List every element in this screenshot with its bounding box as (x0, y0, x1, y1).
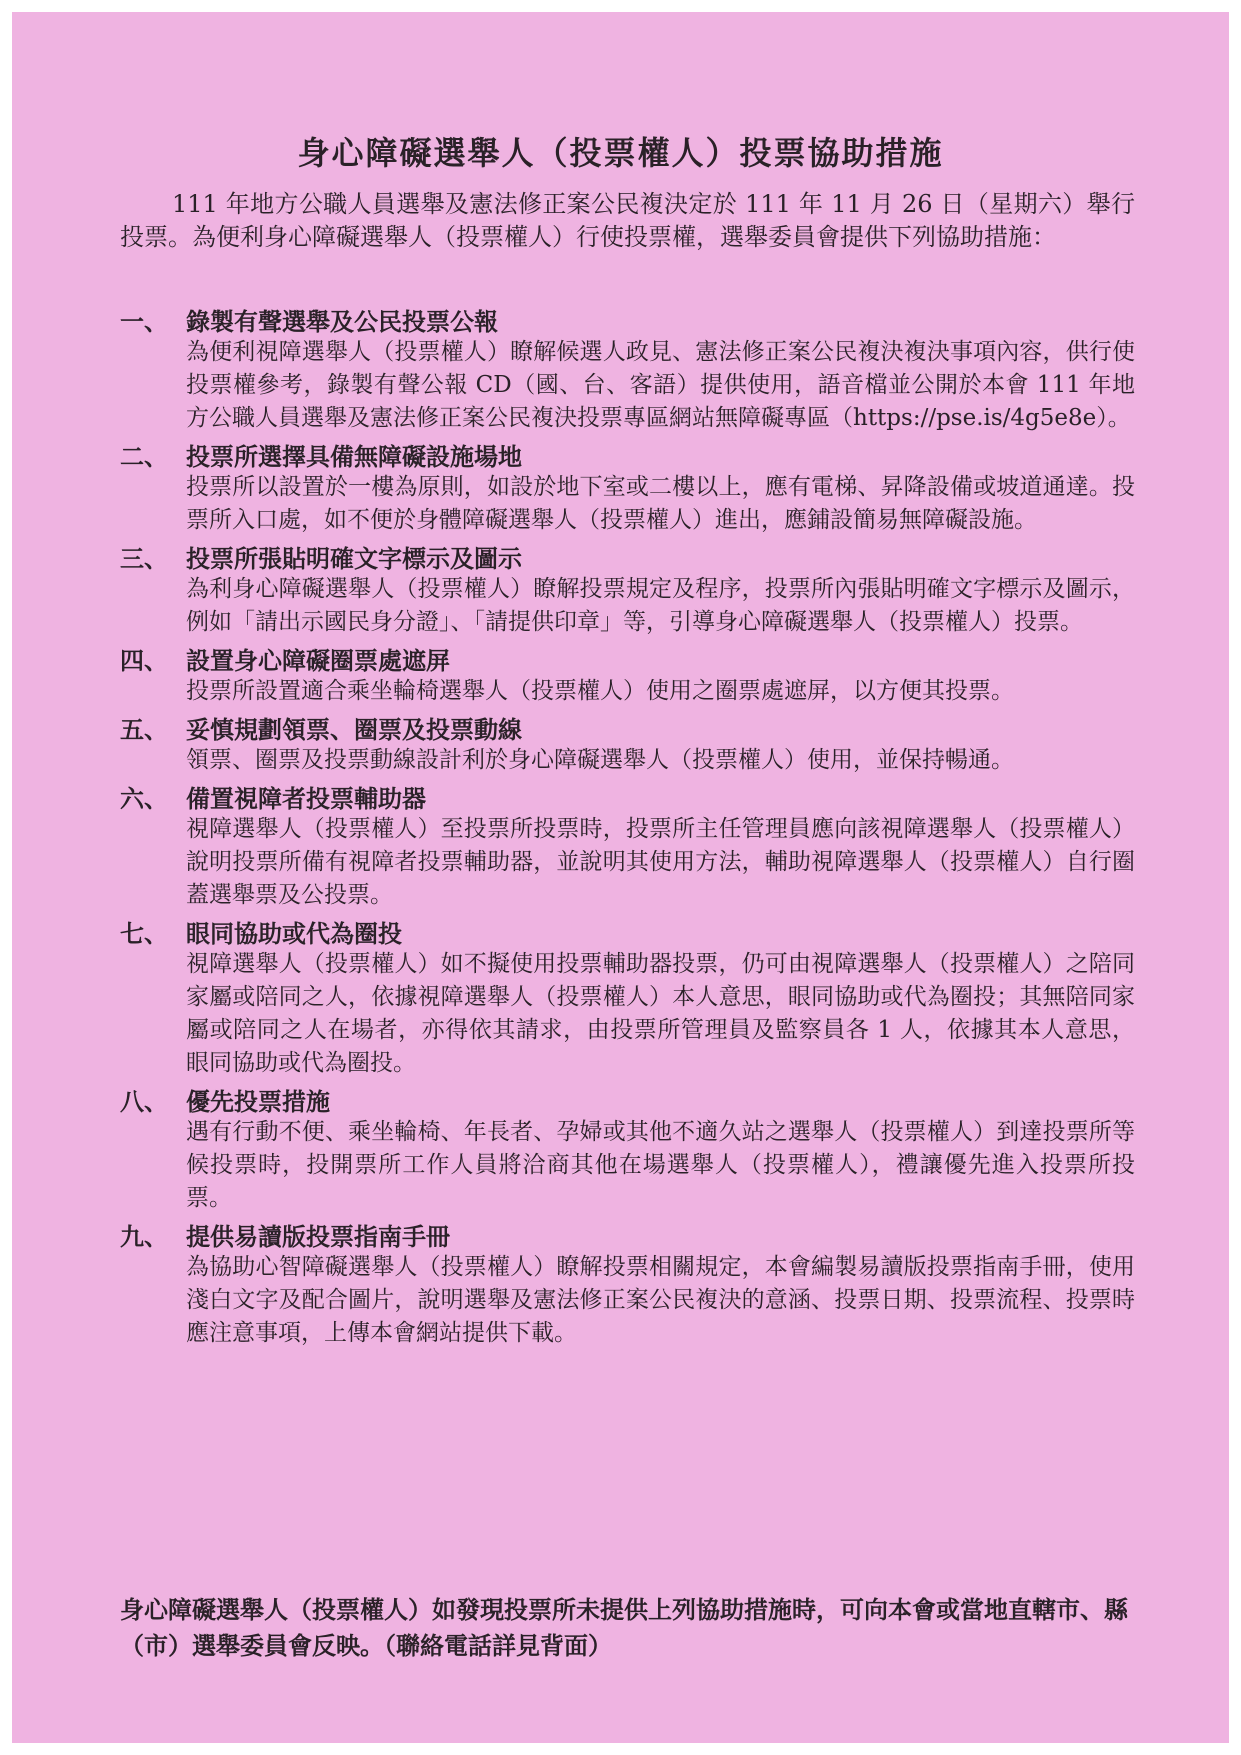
measure-number: 六、 (120, 784, 168, 813)
measure-item (120, 914, 1135, 1080)
measure-title: 妥慎規劃領票、圈票及投票動線 (186, 715, 522, 744)
measure-heading (120, 914, 1135, 948)
closing-paragraph: 身心障礙選舉人（投票權人）如發現投票所未提供上列協助措施時，可向本會或當地直轄市、縣（市）選舉委員會反映。（聯絡電話詳見背面） (120, 1595, 1128, 1660)
measure-heading (120, 641, 1135, 675)
measure-item (120, 302, 1135, 435)
measure-item (120, 1082, 1135, 1215)
measure-title: 投票所張貼明確文字標示及圖示 (186, 544, 522, 573)
measure-number: 二、 (120, 442, 168, 471)
measure-number: 九、 (120, 1222, 168, 1251)
measure-heading (120, 437, 1135, 471)
measure-heading (120, 539, 1135, 573)
measure-item (120, 437, 1135, 537)
measure-title: 眼同協助或代為圈投 (186, 919, 402, 948)
measure-title: 錄製有聲選舉及公民投票公報 (186, 307, 498, 336)
measure-item (120, 779, 1135, 912)
measure-title: 投票所選擇具備無障礙設施場地 (186, 442, 522, 471)
intro-paragraph: 111 年地方公職人員選舉及憲法修正案公民複決定於 111 年 11 月 26 日（星期六）舉行投票。為便利身心障礙選舉人（投票權人）行使投票權，選舉委員會提供下列協助措施： (120, 190, 1135, 251)
measure-item (120, 641, 1135, 708)
measure-number: 一、 (120, 307, 168, 336)
measure-heading (120, 302, 1135, 336)
measure-heading (120, 1217, 1135, 1251)
pink-sheet (12, 12, 1229, 1743)
measure-item (120, 1217, 1135, 1350)
measure-list (120, 302, 1135, 1352)
measure-heading (120, 710, 1135, 744)
measure-body: 為協助心智障礙選舉人（投票權人）瞭解投票相關規定，本會編製易讀版投票指南手冊，使用淺白文字及配合圖片，說明選舉及憲法修正案公民複決的意涵、投票日期、投票流程、投票時應注意事項，上傳本會網站提供下載。 (186, 1254, 1135, 1346)
measure-number: 七、 (120, 919, 168, 948)
measure-body: 投票所設置適合乘坐輪椅選舉人（投票權人）使用之圈票處遮屏，以方便其投票。 (186, 678, 1014, 704)
measure-body: 為利身心障礙選舉人（投票權人）瞭解投票規定及程序，投票所內張貼明確文字標示及圖示，例如「請出示國民身分證」、「請提供印章」等，引導身心障礙選舉人（投票權人）投票。 (186, 576, 1135, 635)
measure-body: 視障選舉人（投票權人）至投票所投票時，投票所主任管理員應向該視障選舉人（投票權人）說明投票所備有視障者投票輔助器，並說明其使用方法，輔助視障選舉人（投票權人）自行圈蓋選舉票及公投票。 (186, 816, 1135, 908)
measure-item (120, 710, 1135, 777)
measure-title: 優先投票措施 (186, 1087, 330, 1116)
measure-title: 提供易讀版投票指南手冊 (186, 1222, 450, 1251)
measure-title: 設置身心障礙圈票處遮屏 (186, 646, 450, 675)
measure-body: 投票所以設置於一樓為原則，如設於地下室或二樓以上，應有電梯、昇降設備或坡道通達。投票所入口處，如不便於身體障礙選舉人（投票權人）進出，應鋪設簡易無障礙設施。 (186, 474, 1135, 533)
measure-number: 八、 (120, 1087, 168, 1116)
measure-item (120, 539, 1135, 639)
measure-body: 遇有行動不便、乘坐輪椅、年長者、孕婦或其他不適久站之選舉人（投票權人）到達投票所等候投票時，投開票所工作人員將洽商其他在場選舉人（投票權人），禮讓優先進入投票所投票。 (186, 1119, 1135, 1211)
measure-body: 視障選舉人（投票權人）如不擬使用投票輔助器投票，仍可由視障選舉人（投票權人）之陪同家屬或陪同之人，依據視障選舉人（投票權人）本人意思，眼同協助或代為圈投；其無陪同家屬或陪同之人在場者，亦得依其請求，由投票所管理員及監察員各 1 人，依據其本人意思，眼同協助或代為圈投。 (186, 951, 1135, 1076)
measure-number: 五、 (120, 715, 168, 744)
measure-number: 四、 (120, 646, 168, 675)
measure-heading (120, 1082, 1135, 1116)
document-title: 身心障礙選舉人（投票權人）投票協助措施 (297, 134, 944, 172)
measure-title: 備置視障者投票輔助器 (186, 784, 426, 813)
measure-body: 領票、圈票及投票動線設計利於身心障礙選舉人（投票權人）使用，並保持暢通。 (186, 747, 1014, 773)
measure-number: 三、 (120, 544, 168, 573)
measure-body: 為便利視障選舉人（投票權人）瞭解候選人政見、憲法修正案公民複決複決事項內容，供行使投票權參考，錄製有聲公報 CD（國、台、客語）提供使用，語音檔並公開於本會 111 年地方公職人員選舉及憲法修正案公民複決投票專區網站無障礙專區（https://pse.is/4g5e8e）。 (186, 339, 1135, 431)
measure-heading (120, 779, 1135, 813)
